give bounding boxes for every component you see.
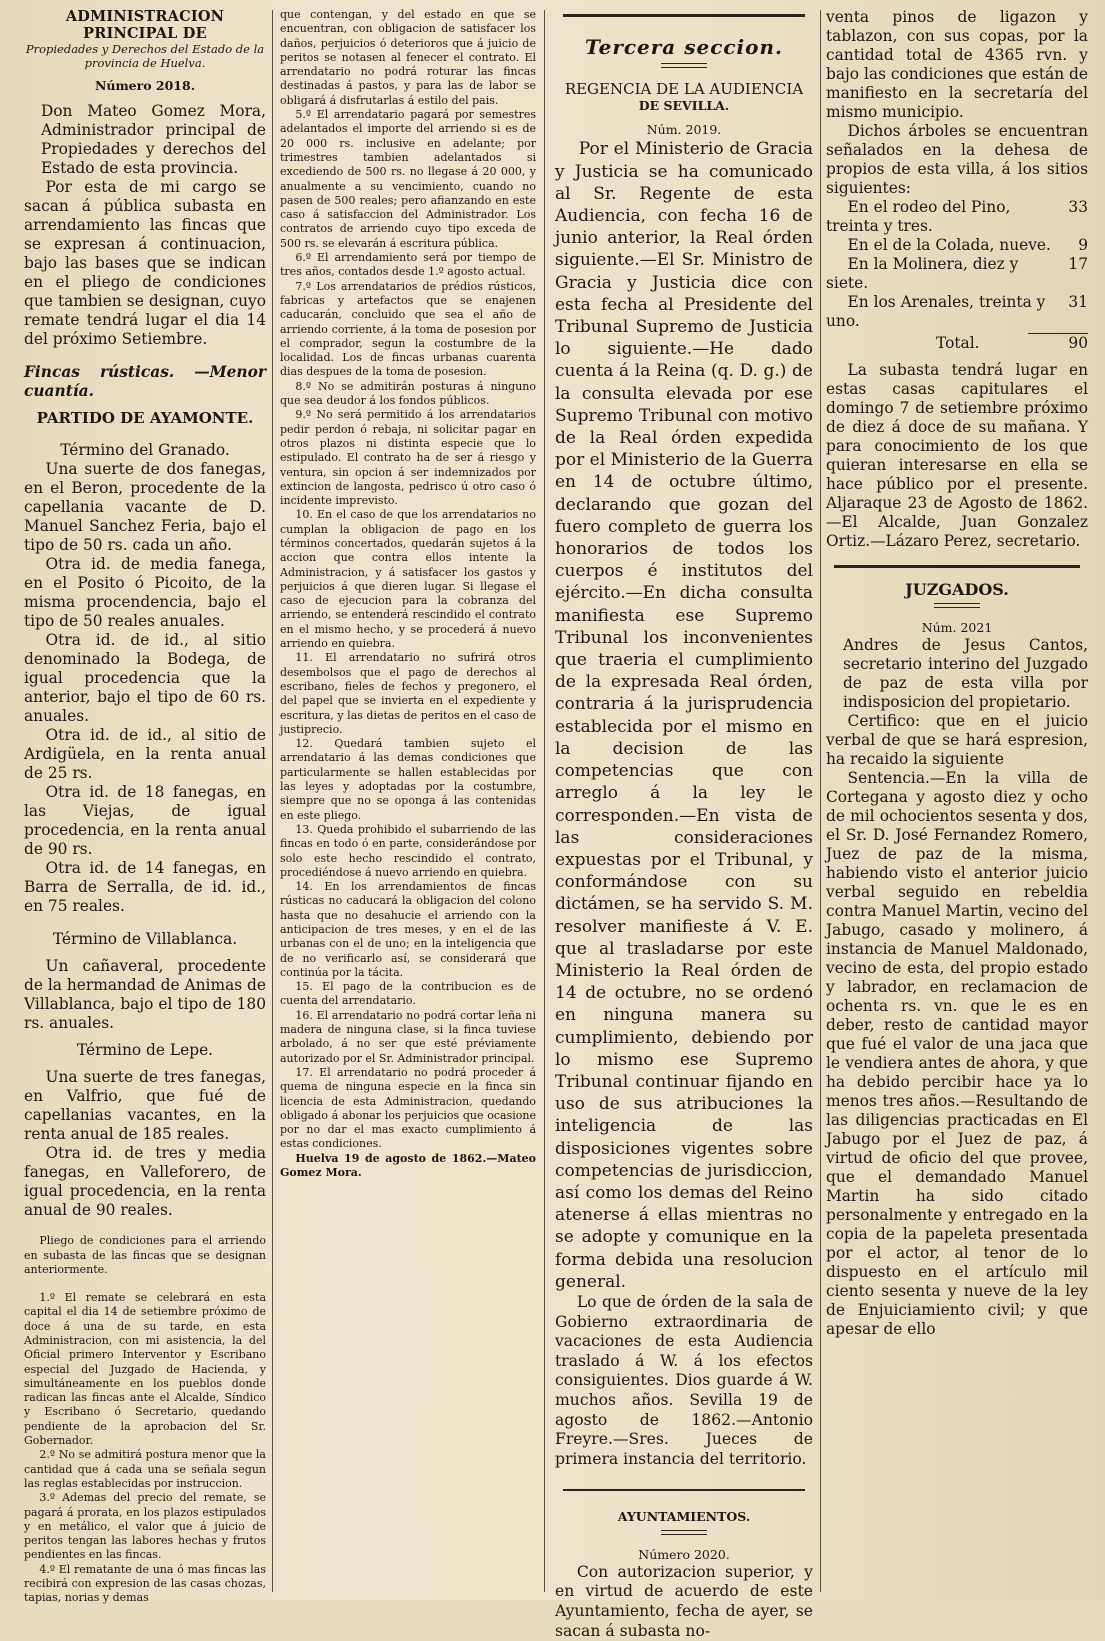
tree-item-label: En el de la Colada, nueve. bbox=[847, 236, 1051, 254]
tree-item bbox=[826, 255, 1088, 293]
condition: 1.º El remate se celebrará en esta capital el dia 14 de setiembre próximo de doce á una de su tarde, en esta Administracion, con mi asistencia, la del Oficial primero Interventor y Escribano especial del Juzgado de Hacienda, y simultáneamente en los pueblos donde radican las fincas ante el Alcalde, Síndico y Escribano ó Secretario, quedando pendiente de la aprobacion del Sr. Gobernador. bbox=[24, 1291, 266, 1448]
finca-item: Una suerte de dos fanegas, en el Beron, procedente de la capellania vacante de D. Manuel Sanchez Feria, bajo el tipo de 50 rs. cada un año. bbox=[24, 460, 266, 555]
ayuntamiento-text: Con autorizacion superior, y en virtud de acuerdo de este Ayuntamiento, fecha de ayer, se sacan á subasta no- bbox=[555, 1562, 813, 1640]
column-2 bbox=[280, 8, 536, 1594]
condition: 7.º Los arrendatarios de prédios rústicos, fabricas y artefactos que se enajenen caducarán, concluido que sea el año de arriendo corriente, á la toma de posesion por el comprador, segun la costumbre de la localidad. Los de fincas urbanas cuarenta dias despues de la toma de posesion. bbox=[280, 279, 536, 379]
condition: 9.º No será permitido á los arrendatarios pedir perdon ó rebaja, ni solicitar pagar en otros plazos ni distinta especie que lo estipulado. El contrato ha de ser á riesgo y ventura, sin opcion á ser indemnizados por extincion de langosta, pedrisco ú otro caso ó incidente imprevisto. bbox=[280, 408, 536, 508]
termino-heading: Término de Villablanca. bbox=[52, 930, 238, 949]
condition: 10. En el caso de que los arrendatarios no cumplan la obligacion de pago en los términos concertados, quedarán sujetos á la accion que contra ellos intente la Administracion, y á satisfacer los gastos y perjuicios á que dieren lugar. Si llegase el caso de ejecucion para la cobranza del arriendo, se entenderá rescindido el contrato en el mismo hecho, y se procederá á nuevo arriendo en quiebra. bbox=[280, 508, 536, 651]
condition: 3.º Ademas del precio del remate, se pagará á prorata, en los plazos estipulados y en metálico, el valor que á juicio de peritos tengan las labores hechas y frutos pendientes en las fincas. bbox=[24, 1491, 266, 1562]
tree-item-label: En el rodeo del Pino, treinta y tres. bbox=[826, 198, 1011, 235]
subasta-continued: venta pinos de ligazon y tablazon, con sus copas, por la cantidad total de 4365 rvn. y bajo las condiciones que están de manifiesto en la secretaría del mismo municipio. bbox=[826, 8, 1088, 121]
total-label: Total. bbox=[936, 334, 980, 352]
juzgados-heading: JUZGADOS. bbox=[905, 580, 1009, 599]
notice-number: Núm. 2021 bbox=[921, 620, 993, 635]
subasta-closing: La subasta tendrá lugar en estas casas capitulares el domingo 7 de setiembre próximo de diez á doce de su mañana. Y para conocimiento de los que quieran interesarse en ella se hace público por el presente. Aljaraque 23 de Agosto de 1862.—El Alcalde, Juan Gonzalez Ortiz.—Lázaro Perez, secretario. bbox=[826, 361, 1088, 550]
notice-paragraph: Por esta de mi cargo se sacan á pública subasta en arrendamiento las fincas que se expresan á continuacion, bajo las bases que se indican en el pliego de condiciones que tambien se designan, cuyo remate tendrá lugar el dia 14 del próximo Setiembre. bbox=[24, 178, 266, 349]
regencia-heading: REGENCIA DE LA AUDIENCIA bbox=[564, 80, 804, 98]
ornament-rule bbox=[661, 1530, 707, 1535]
column-3 bbox=[555, 8, 813, 1640]
signature: Huelva 19 de agosto de 1862.—Mateo Gomez Mora. bbox=[280, 1151, 536, 1180]
condition: 14. En los arrendamientos de fincas rústicas no caducará la obligacion del colono hasta que no desahucie el arriendo con la anticipacion de tres meses, y en el de las urbanas con el de uno; en la inteligencia que de no verificarlo así, se considerará que continúa por la tácita. bbox=[280, 880, 536, 979]
subasta-paragraph: Dichos árboles se encuentran señalados en la dehesa de propios de esta villa, á los sitios siguientes: bbox=[826, 122, 1088, 197]
tree-item bbox=[826, 236, 1088, 255]
tree-item bbox=[826, 293, 1088, 331]
notice-number: Núm. 2019. bbox=[646, 122, 722, 138]
finca-item: Una suerte de tres fanegas, en Valfrio, que fué de capellanias vacantes, en la renta anual de 185 reales. bbox=[24, 1068, 266, 1144]
column-rule bbox=[544, 10, 545, 1592]
tree-item-value: 33 bbox=[1068, 198, 1088, 216]
tree-list bbox=[826, 198, 1088, 353]
tree-item-value: 9 bbox=[1078, 236, 1088, 254]
finca-item: Otra id. de id., al sitio denominado la Bodega, de igual procedencia que la anterior, bajo el tipo de 60 rs. anuales. bbox=[24, 631, 266, 726]
tree-item-value: 17 bbox=[1068, 255, 1088, 273]
office-subheader: Propiedades y Derechos del Estado de la provincia de Huelva. bbox=[25, 42, 265, 70]
column-rule bbox=[272, 10, 273, 1592]
tree-item-value: 31 bbox=[1068, 293, 1088, 311]
section-rule bbox=[563, 14, 805, 17]
finca-item: Un cañaveral, procedente de la hermandad de Animas de Villablanca, bajo el tipo de 180 rs. anuales. bbox=[24, 957, 266, 1033]
total-row bbox=[826, 334, 1088, 353]
column-1 bbox=[24, 8, 266, 1605]
audiencia-text: Por el Ministerio de Gracia y Justicia se ha comunicado al Sr. Regente de esta Audiencia, con fecha 16 de junio anterior, la Real órden siguiente.—El Sr. Ministro de Gracia y Justicia dice con esta fecha al Presidente del Tribunal Supremo de Justicia lo siguiente.—He dado cuenta á la Reina (q. D. g.) de la consulta elevada por ese Supremo Tribunal con motivo de la Real órden expedida por el Ministerio de la Guerra en 14 de octubre último, declarando que gozan del fuero completo de guerra los honorarios de todos los cuerpos é institutos del ejército.—En dicha consulta manifiesta ese Supremo Tribunal los inconvenientes que traeria el cumplimiento de la expresada Real órden, contraria á la jurisprudencia establecida por el mismo en la decision de las competencias que con arreglo á la ley le corresponden.—En vista de las consideraciones expuestas por el Tribunal, y conformándose con su dictámen, se ha servido S. M. resolver manifieste á V. E. que al trasladarse por este Ministerio la Real órden de 14 de octubre, no se ordenó en ninguna manera su cumplimiento, debiendo por lo mismo ese Supremo Tribunal continuar fijando en uso de sus atribuciones la inteligencia de las disposiciones vigentes sobre competencias de jurisdiccion, así como los demas del Reino atenerse á ellas mientras no se adopte y comunique en la forma debida una resolucion general. bbox=[555, 139, 813, 1292]
termino-heading: Término del Granado. bbox=[60, 441, 230, 460]
audiencia-text-2: Lo que de órden de la sala de Gobierno extraordinaria de vacaciones de esta Audiencia traslado á W. á los efectos consiguientes. Dios guarde á W. muchos años. Sevilla 19 de agosto de 1862.—Antonio Freyre.—Sres. Jueces de primera instancia del territorio. bbox=[555, 1292, 813, 1468]
partido-heading: PARTIDO DE AYAMONTE. bbox=[36, 409, 254, 428]
finca-item: Otra id. de tres y media fanegas, en Valleforero, de igual procedencia, en la renta anual de 90 reales. bbox=[24, 1144, 266, 1220]
ornament-rule bbox=[661, 63, 707, 68]
office-header: ADMINISTRACION PRINCIPAL DE bbox=[65, 8, 225, 42]
juzgado-intro: Andres de Jesus Cantos, secretario interino del Juzgado de paz de esta villa por indisposicion del propietario. bbox=[842, 636, 1088, 712]
fincas-heading: Fincas rústicas. —Menor cuantía. bbox=[24, 363, 266, 401]
condition: 17. El arrendatario no podrá proceder á quema de ninguna especie en la finca sin licencia de esta Administracion, quedando obligado á abonar los perjuicios que ocasione por no dar el mas exacto cumplimiento á estas condiciones. bbox=[280, 1065, 536, 1151]
termino-heading: Término de Lepe. bbox=[76, 1041, 214, 1060]
tree-item-label: En los Arenales, treinta y uno. bbox=[826, 293, 1046, 330]
separator-rule bbox=[563, 1489, 805, 1491]
section-title: Tercera seccion. bbox=[585, 35, 783, 59]
condition: 5.º El arrendatario pagará por semestres adelantados el importe del arriendo si es de 20 000 rs. inclusive en adelante; por trimestres tambien adelantados si excediendo de 500 rs. no llegase á 20 000, y anualmente a su vencimiento, cuando no pasen de 500 reales; pero afianzando en este caso á satisfaccion del Administrador. Los contratos de arriendo cuyo tipo exceda de 500 rs. se elevarán á escritura pública. bbox=[280, 108, 536, 250]
total-value: 90 bbox=[1068, 334, 1088, 352]
condition: 6.º El arrendamiento será por tiempo de tres años, contados desde 1.º agosto actual. bbox=[280, 251, 536, 279]
juzgado-cert: Certifico: que en el juicio verbal de que se hará espresion, ha recaido la siguiente bbox=[826, 712, 1088, 769]
sevilla-heading: DE SEVILLA. bbox=[638, 98, 730, 113]
notice-number: Número 2020. bbox=[638, 1546, 730, 1562]
condition: 11. El arrendatario no sufrirá otros desembolsos que el pago de derechos al escribano, fieles de fechos y pregonero, el del papel que se invierta en el expediente y escritura, y las dietas de peritos en el caso de justiprecio. bbox=[280, 651, 536, 736]
ayuntamientos-heading: AYUNTAMIENTOS. bbox=[617, 1509, 751, 1525]
condition: 13. Queda prohibido el subarriendo de las fincas en todo ó en parte, considerándose por solo este hecho rescindido el contrato, procediéndose á nuevo arriendo en quiebra. bbox=[280, 822, 536, 879]
condition: 12. Quedará tambien sujeto el arrendatario á las demas condiciones que particularmente se hallen establecidas por las leyes y adoptadas por la costumbre, siempre que no se oponga á las contenidas en este pliego. bbox=[280, 737, 536, 822]
condition: 4.º El rematante de una ó mas fincas las recibirá con expresion de las casas chozas, tapias, norias y demas bbox=[24, 1562, 266, 1605]
tree-item-label: En la Molinera, diez y siete. bbox=[826, 255, 1019, 292]
tree-item bbox=[826, 198, 1088, 236]
juzgado-sentence: Sentencia.—En la villa de Cortegana y agosto diez y ocho de mil ochocientos sesenta y dos, el Sr. D. José Fernandez Romero, Juez de paz de la misma, habiendo visto el anterior juicio verbal seguido en rebeldia contra Manuel Martin, vecino del Jabugo, casado y molinero, á instancia de Manuel Maldonado, vecino de esta, del propio estado y labrador, en reclamacion de ochenta rs. vn. que le es en deber, resto de cantidad mayor que fué el valor de una jaca que le vendiera antes de ahora, y que ha debido percibir hace ya lo menos tres años.—Resultando de las diligencias practicadas en El Jabugo por el Juez de paz, á virtud de oficio del que provee, que el demandado Manuel Martin ha sido citado personalmente y entregado en la copia de la papeleta presentada por el actor, al tenor de lo dispuesto en el artículo mil ciento sesenta y nueve de la ley de Enjuiciamiento civil; y que apesar de ello bbox=[826, 769, 1088, 1339]
condition-continued: que contengan, y del estado en que se encuentran, con obligacion de satisfacer los daños, perjuicios ó deterioros que á juicio de peritos se notasen al fenecer el contrato. El arrendatario no podrá roturar las fincas destinadas á pastos, y para las de labor se obligará á disfrutarlas á estilo del pais. bbox=[280, 8, 536, 107]
condition: 8.º No se admitirán posturas á ninguno que sea deudor á los fondos públicos. bbox=[280, 379, 536, 408]
finca-item: Otra id. de media fanega, en el Posito ó Picoito, de la misma procendencia, bajo el tipo de 50 reales anuales. bbox=[24, 555, 266, 631]
column-rule bbox=[820, 10, 821, 1592]
finca-item: Otra id. de 18 fanegas, en las Viejas, de igual procedencia, en la renta anual de 90 rs. bbox=[24, 783, 266, 859]
condition: 16. El arrendatario no podrá cortar leña ni madera de ninguna clase, si la finca tuviese arbolado, á no ser que esté préviamente autorizado por el Sr. Administrador principal. bbox=[280, 1008, 536, 1065]
notice-intro: Don Mateo Gomez Mora, Administrador principal de Propiedades y derechos del Estado de esta provincia. bbox=[40, 102, 266, 178]
column-4 bbox=[826, 8, 1088, 1594]
condition: 2.º No se admitirá postura menor que la cantidad que á cada una se señala segun las reglas establecidas por instruccion. bbox=[24, 1448, 266, 1490]
notice-number: Número 2018. bbox=[94, 78, 196, 93]
ornament-rule bbox=[934, 603, 980, 608]
separator-rule bbox=[834, 565, 1080, 568]
pliego-heading: Pliego de condiciones para el arriendo en subasta de las fincas que se designan anteriormente. bbox=[24, 1234, 266, 1276]
finca-item: Otra id. de id., al sitio de Ardigüela, en la renta anual de 25 rs. bbox=[24, 726, 266, 783]
condition: 15. El pago de la contribucion es de cuenta del arrendatario. bbox=[280, 980, 536, 1008]
finca-item: Otra id. de 14 fanegas, en Barra de Serralla, de id. id., en 75 reales. bbox=[24, 859, 266, 916]
